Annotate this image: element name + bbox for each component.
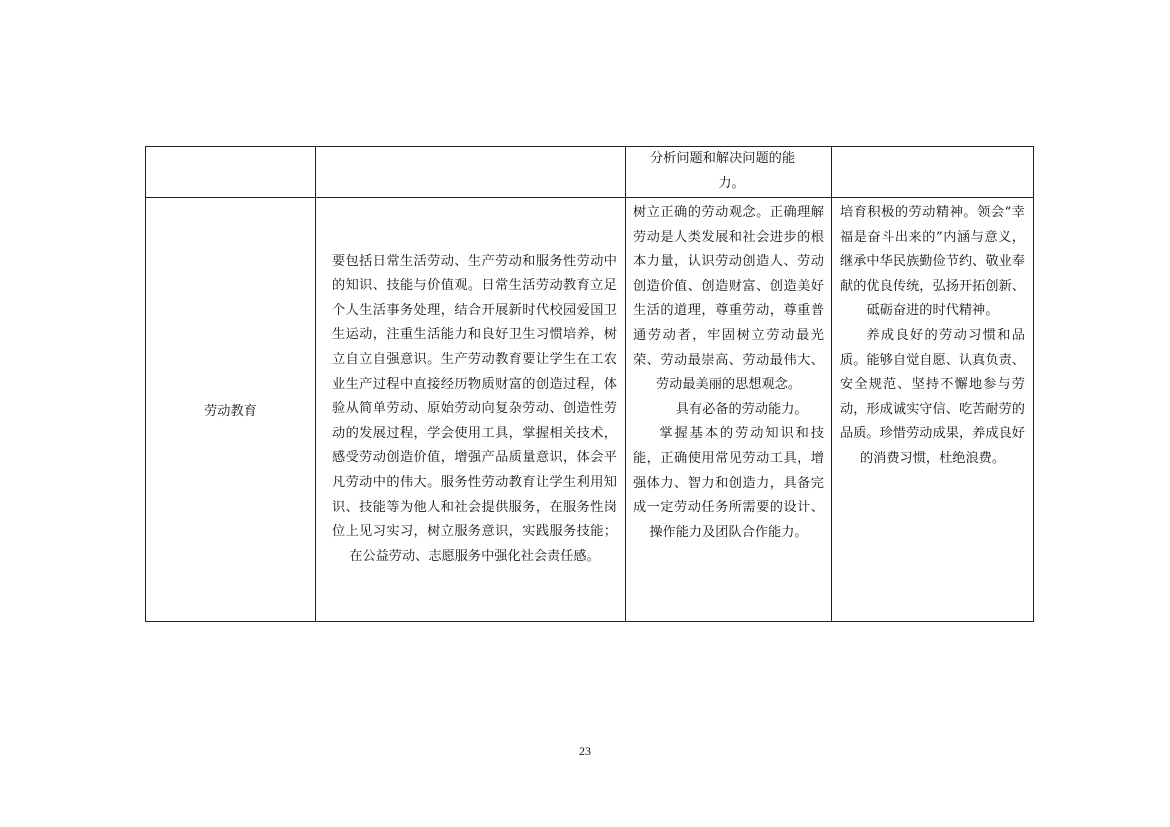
- table-row: [146, 198, 1034, 622]
- category-cell: [146, 198, 316, 622]
- goals-cell: [626, 198, 832, 622]
- goals-paragraph-3: 掌握基本的劳动知识和技能，正确使用常见劳动工具，增强体力、智力和创造力，具备完成一定劳动任务所需要的设计、操作能力及团队合作能力。: [633, 426, 824, 540]
- continued-goals-text: 分析问题和解决问题的能力。: [650, 151, 796, 191]
- goals-paragraph-2: 具有必备的劳动能力。: [675, 401, 808, 417]
- goals-paragraph-1: 树立正确的劳动观念。正确理解劳动是人类发展和社会进步的根本力量，认识劳动创造人、劳动创造价值、创造财富、创造美好生活的道理，尊重劳动，尊重普通劳动者，牢固树立劳动最光荣、劳动最崇高、劳动最伟大、劳动最美丽的思想观念。: [633, 205, 824, 393]
- category-label: 劳动教育: [204, 404, 257, 419]
- content-text: 要包括日常生活劳动、生产劳动和服务性劳动中的知识、技能与价值观。日常生活劳动教育立足个人生活事务处理，结合开展新时代校园爱国卫生运动，注重生活能力和良好卫生习惯培养，树立自立自强意识。生产劳动教育要让学生在工农业生产过程中直接经历物质财富的创造过程，体验从简单劳动、原始劳动向复杂劳动、创造性劳动的发展过程，学会使用工具，掌握相关技术，感受劳动创造价值，增强产品质量意识，体会平凡劳动中的伟大。服务性劳动教育让学生利用知识、技能等为他人和社会提供服务，在服务性岗位上见习实习，树立服务意识，实践服务技能；在公益劳动、志愿服务中强化社会责任感。: [332, 253, 617, 564]
- table-row: [146, 147, 1034, 198]
- table-cell-continued-text: [626, 147, 832, 198]
- table-cell-empty-4: [832, 147, 1034, 198]
- page-number: 23: [579, 744, 591, 758]
- table-cell-empty-2: [316, 147, 626, 198]
- spirit-paragraph-2: 养成良好的劳动习惯和品质。能够自觉自愿、认真负责、安全规范、坚持不懈地参与劳动，形成诚实守信、吃苦耐劳的品质。珍惜劳动成果，养成良好的消费习惯，杜绝浪费。: [840, 327, 1025, 466]
- spirit-cell: [832, 198, 1034, 622]
- spirit-paragraph-1: 培育积极的劳动精神。领会“幸福是奋斗出来的”内涵与意义，继承中华民族勤俭节约、敬业奉献的优良传统，弘扬开拓创新、砥砺奋进的时代精神。: [840, 205, 1025, 319]
- curriculum-table: [145, 146, 1034, 622]
- content-cell: [316, 198, 626, 622]
- table-cell-empty-1: [146, 147, 316, 198]
